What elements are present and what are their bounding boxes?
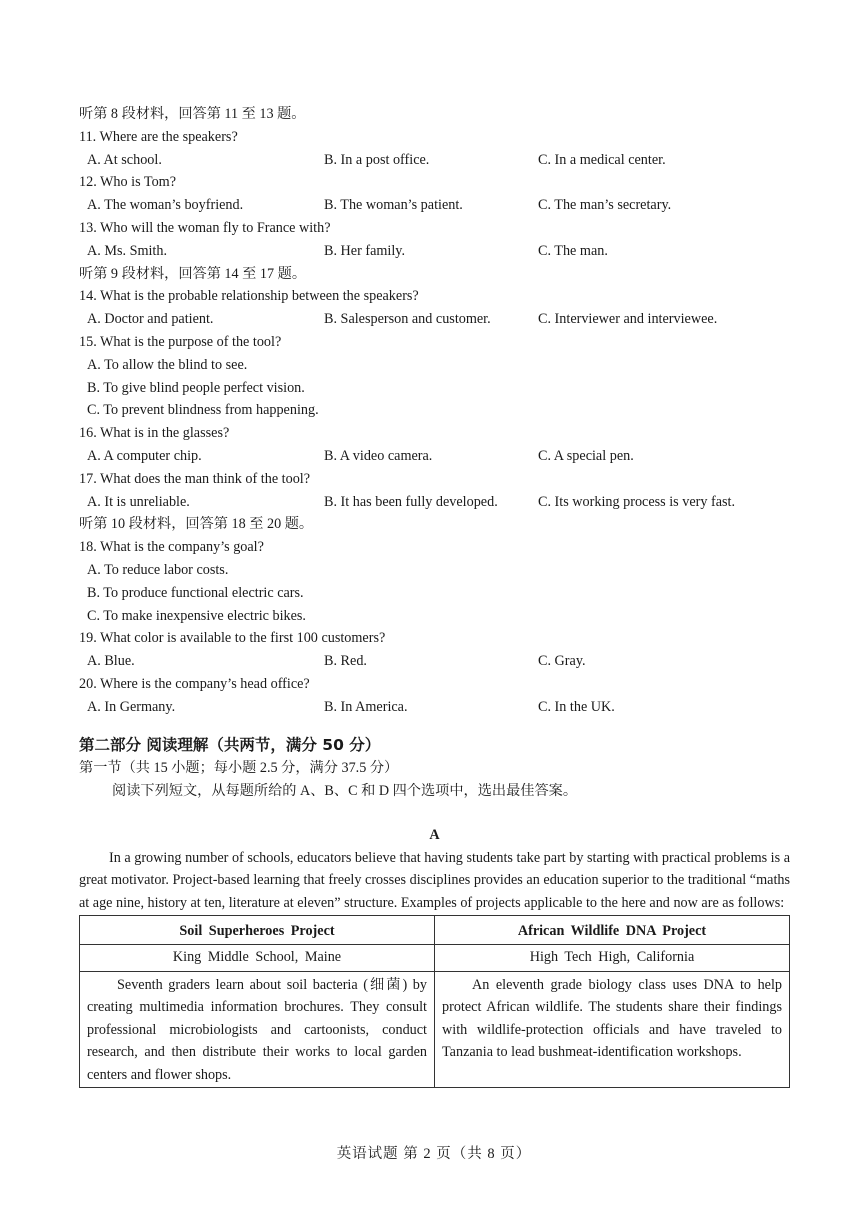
project-cell [435, 971, 790, 1087]
answer-option: A. Ms. Smith. [87, 242, 168, 259]
answer-option: C. Gray. [538, 653, 586, 670]
projects-table [79, 915, 790, 1088]
project-cell [80, 971, 435, 1087]
answer-option: A. In Germany. [87, 698, 176, 715]
question-stem: 17. What does the man think of the tool? [79, 470, 311, 487]
options-row [79, 491, 790, 514]
question-stem: 15. What is the purpose of the tool? [79, 333, 282, 350]
answer-option: C. Its working process is very fast. [538, 493, 736, 510]
listening-material-header: 听第 10 段材料，回答第 18 至 20 题。 [79, 516, 314, 533]
exam-page [79, 103, 790, 1088]
answer-option: C. A special pen. [538, 447, 634, 464]
section1-title: 第一节（共 15 小题；每小题 2.5 分，满分 37.5 分） [79, 759, 399, 776]
answer-option: A. Doctor and patient. [87, 311, 214, 328]
answer-option: A. At school. [87, 151, 162, 168]
question-stem: 20. Where is the company’s head office? [79, 675, 310, 692]
answer-option: A. The woman’s boyfriend. [87, 197, 244, 214]
reading-instruction: 阅读下列短文，从每题所给的 A、B、C 和 D 四个选项中，选出最佳答案。 [112, 782, 578, 799]
project-description: An eleventh grade biology class uses DNA to help protect African wildlife. The students share their findings with wildlife-protection officials and have traveled to Tanzania to lead bushmeat-identification workshops. [442, 976, 782, 1061]
options-row [79, 696, 790, 719]
answer-option: A. A computer chip. [87, 447, 202, 464]
question-stem: 13. Who will the woman fly to France with? [79, 219, 331, 236]
part2-title: 第二部分 阅读理解（共两节，满分 50 分） [79, 735, 381, 754]
project-cell [435, 915, 790, 944]
question-stem: 16. What is in the glasses? [79, 425, 230, 442]
question-stem: 11. Where are the speakers? [79, 128, 238, 145]
listening-section [79, 103, 790, 719]
project-description: Seventh graders learn about soil bacteria (细菌) by creating multimedia information brochures. They consult professional microbiologists and cartoonists, conduct research, and then distribute their works to local garden centers and flower shops. [87, 976, 427, 1083]
answer-option: A. To reduce labor costs. [87, 561, 229, 578]
answer-option: B. The woman’s patient. [324, 197, 463, 214]
answer-option: B. In a post office. [324, 151, 430, 168]
answer-option: B. A video camera. [324, 447, 433, 464]
answer-option: A. Blue. [87, 653, 135, 670]
project-cell [80, 944, 435, 971]
options-row [79, 240, 790, 263]
answer-option: B. To give blind people perfect vision. [87, 379, 305, 396]
answer-option: C. In the UK. [538, 698, 615, 715]
question-stem: 18. What is the company’s goal? [79, 539, 264, 556]
project-cell [80, 915, 435, 944]
options-row [79, 149, 790, 172]
answer-option: B. To produce functional electric cars. [87, 584, 304, 601]
answer-option: B. Red. [324, 653, 367, 670]
answer-option: B. In America. [324, 698, 408, 715]
answer-option: C. The man. [538, 242, 608, 259]
answer-option: C. To make inexpensive electric bikes. [87, 607, 306, 624]
answer-option: C. Interviewer and interviewee. [538, 311, 718, 328]
project-name: African Wildlife DNA Project [517, 922, 707, 939]
answer-option: A. It is unreliable. [87, 493, 190, 510]
project-cell [435, 944, 790, 971]
question-stem: 19. What color is available to the first 100 customers? [79, 630, 386, 647]
listening-material-header: 听第 9 段材料，回答第 14 至 17 题。 [79, 265, 307, 282]
answer-option: C. In a medical center. [538, 151, 666, 168]
project-school: High Tech High, California [529, 948, 695, 965]
options-row [79, 650, 790, 673]
passage-intro: In a growing number of schools, educators believe that having students take part by starting with practical problems is a great motivator. Project-based learning that freely crosses disciplines provides an education superior to the traditional “maths at age nine, history at ten, literature at eleven” structure. Examples of projects applicable to the here and now are as follows: [79, 849, 790, 911]
project-name: Soil Superheroes Project [179, 922, 335, 939]
answer-option: C. To prevent blindness from happening. [87, 402, 319, 419]
project-school: King Middle School, Maine [172, 948, 342, 965]
question-stem: 14. What is the probable relationship between the speakers? [79, 288, 419, 305]
answer-option: B. It has been fully developed. [324, 493, 498, 510]
answer-option: A. To allow the blind to see. [87, 356, 248, 373]
listening-material-header: 听第 8 段材料，回答第 11 至 13 题。 [79, 106, 306, 122]
options-row [79, 194, 790, 217]
answer-option: B. Her family. [324, 242, 406, 259]
answer-option: C. The man’s secretary. [538, 197, 672, 214]
question-stem: 12. Who is Tom? [79, 174, 177, 191]
options-row [79, 308, 790, 331]
page-footer: 英语试题 第 2 页（共 8 页） [336, 1146, 532, 1162]
passage-letter: A [429, 826, 440, 843]
answer-option: B. Salesperson and customer. [324, 311, 491, 328]
options-row [79, 445, 790, 468]
